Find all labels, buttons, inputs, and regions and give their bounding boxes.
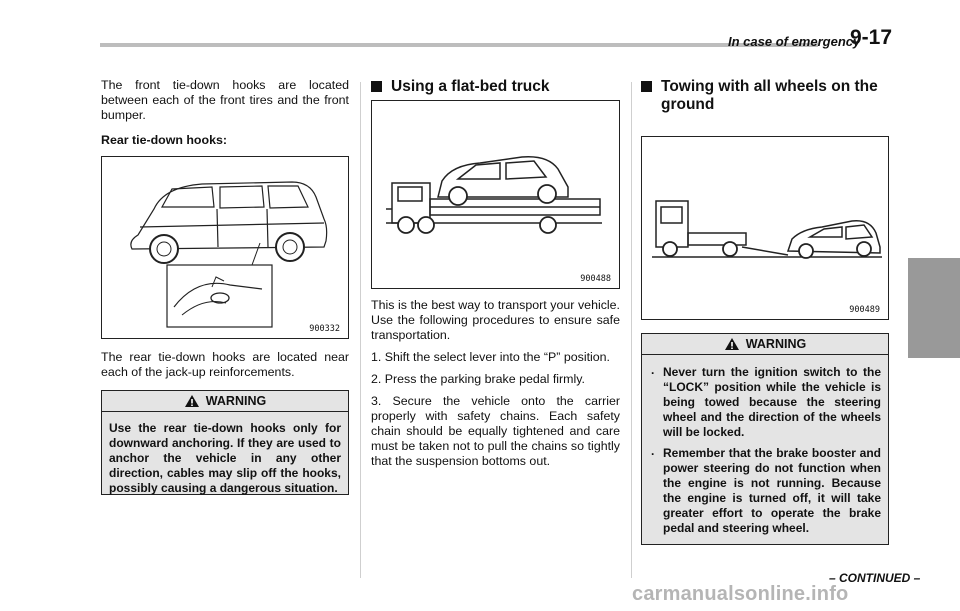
warning-text: Use the rear tie-down hooks only for downward anchoring. If they are used to anchor the vehicle in any other direction, cables may slip off the hooks, possibly causing a dangerous situation. (101, 412, 349, 495)
column-3 (641, 78, 889, 545)
flatbed-intro: This is the best way to transport your vehicle. Use the following procedures to ensure safe transportation. (371, 298, 620, 342)
rear-hook-car-illustration (102, 157, 348, 338)
step-1: 1. Shift the select lever into the “P” position. (371, 350, 610, 364)
watermark: carmanualsonline.info (632, 583, 849, 605)
warning-header (641, 333, 889, 355)
column-divider (631, 82, 632, 578)
column-1 (101, 78, 349, 495)
tow-truck-illustration (642, 137, 888, 319)
flatbed-heading-text: Using a flat-bed truck (391, 78, 550, 95)
flatbed-truck-illustration (372, 101, 619, 288)
towing-figure (641, 136, 889, 320)
warning-item: . Never turn the ignition switch to the “LOCK” position while the vehicle is being towed because the steering wheel and the direction of the wheels will be locked. (649, 365, 881, 440)
warning-header (101, 390, 349, 412)
warning-triangle-icon (724, 337, 740, 351)
warning-box (641, 333, 889, 545)
figure-code: 900332 (309, 324, 340, 334)
front-hooks-text: The front tie-down hooks are located between each of the front tires and the front bumper. (101, 78, 349, 122)
section-bullet-icon (371, 81, 382, 92)
warning-box (101, 390, 349, 495)
header-rule (100, 43, 818, 47)
step-2: 2. Press the parking brake pedal firmly. (371, 372, 585, 386)
section-bullet-icon (641, 81, 652, 92)
warning-title: WARNING (205, 394, 267, 408)
towing-heading-text: Towing with all wheels on the ground (661, 78, 878, 113)
warning-item: . Remember that the brake booster and power steering do not function when the engine is not running. Because the engine is turned off, it will take greater effort to operate the brake pedal and steering wheel. (649, 446, 881, 536)
flatbed-figure (371, 100, 620, 289)
towing-heading (641, 78, 889, 114)
flatbed-heading (371, 78, 620, 96)
figure-code: 900488 (580, 274, 611, 284)
column-divider (360, 82, 361, 578)
warning-text (641, 355, 889, 545)
warning-list (649, 365, 881, 536)
section-title: In case of emergency (728, 34, 861, 49)
page-number: 9-17 (850, 26, 893, 49)
continued-label: – CONTINUED – (829, 571, 921, 585)
rear-hooks-figure (101, 156, 349, 339)
rear-hooks-text: The rear tie-down hooks are located near each of the jack-up reinforcements. (101, 350, 349, 379)
step-3: 3. Secure the vehicle onto the carrier properly with safety chains. Each safety chain should be equally tightened and care must be taken not to pull the chains so tightly that the suspension bottoms out. (371, 394, 620, 468)
chapter-tab (908, 258, 960, 358)
column-2 (371, 78, 620, 469)
warning-triangle-icon (184, 394, 200, 408)
rear-hooks-label: Rear tie-down hooks: (101, 133, 227, 147)
warning-title: WARNING (745, 337, 807, 351)
figure-code: 900489 (849, 305, 880, 315)
